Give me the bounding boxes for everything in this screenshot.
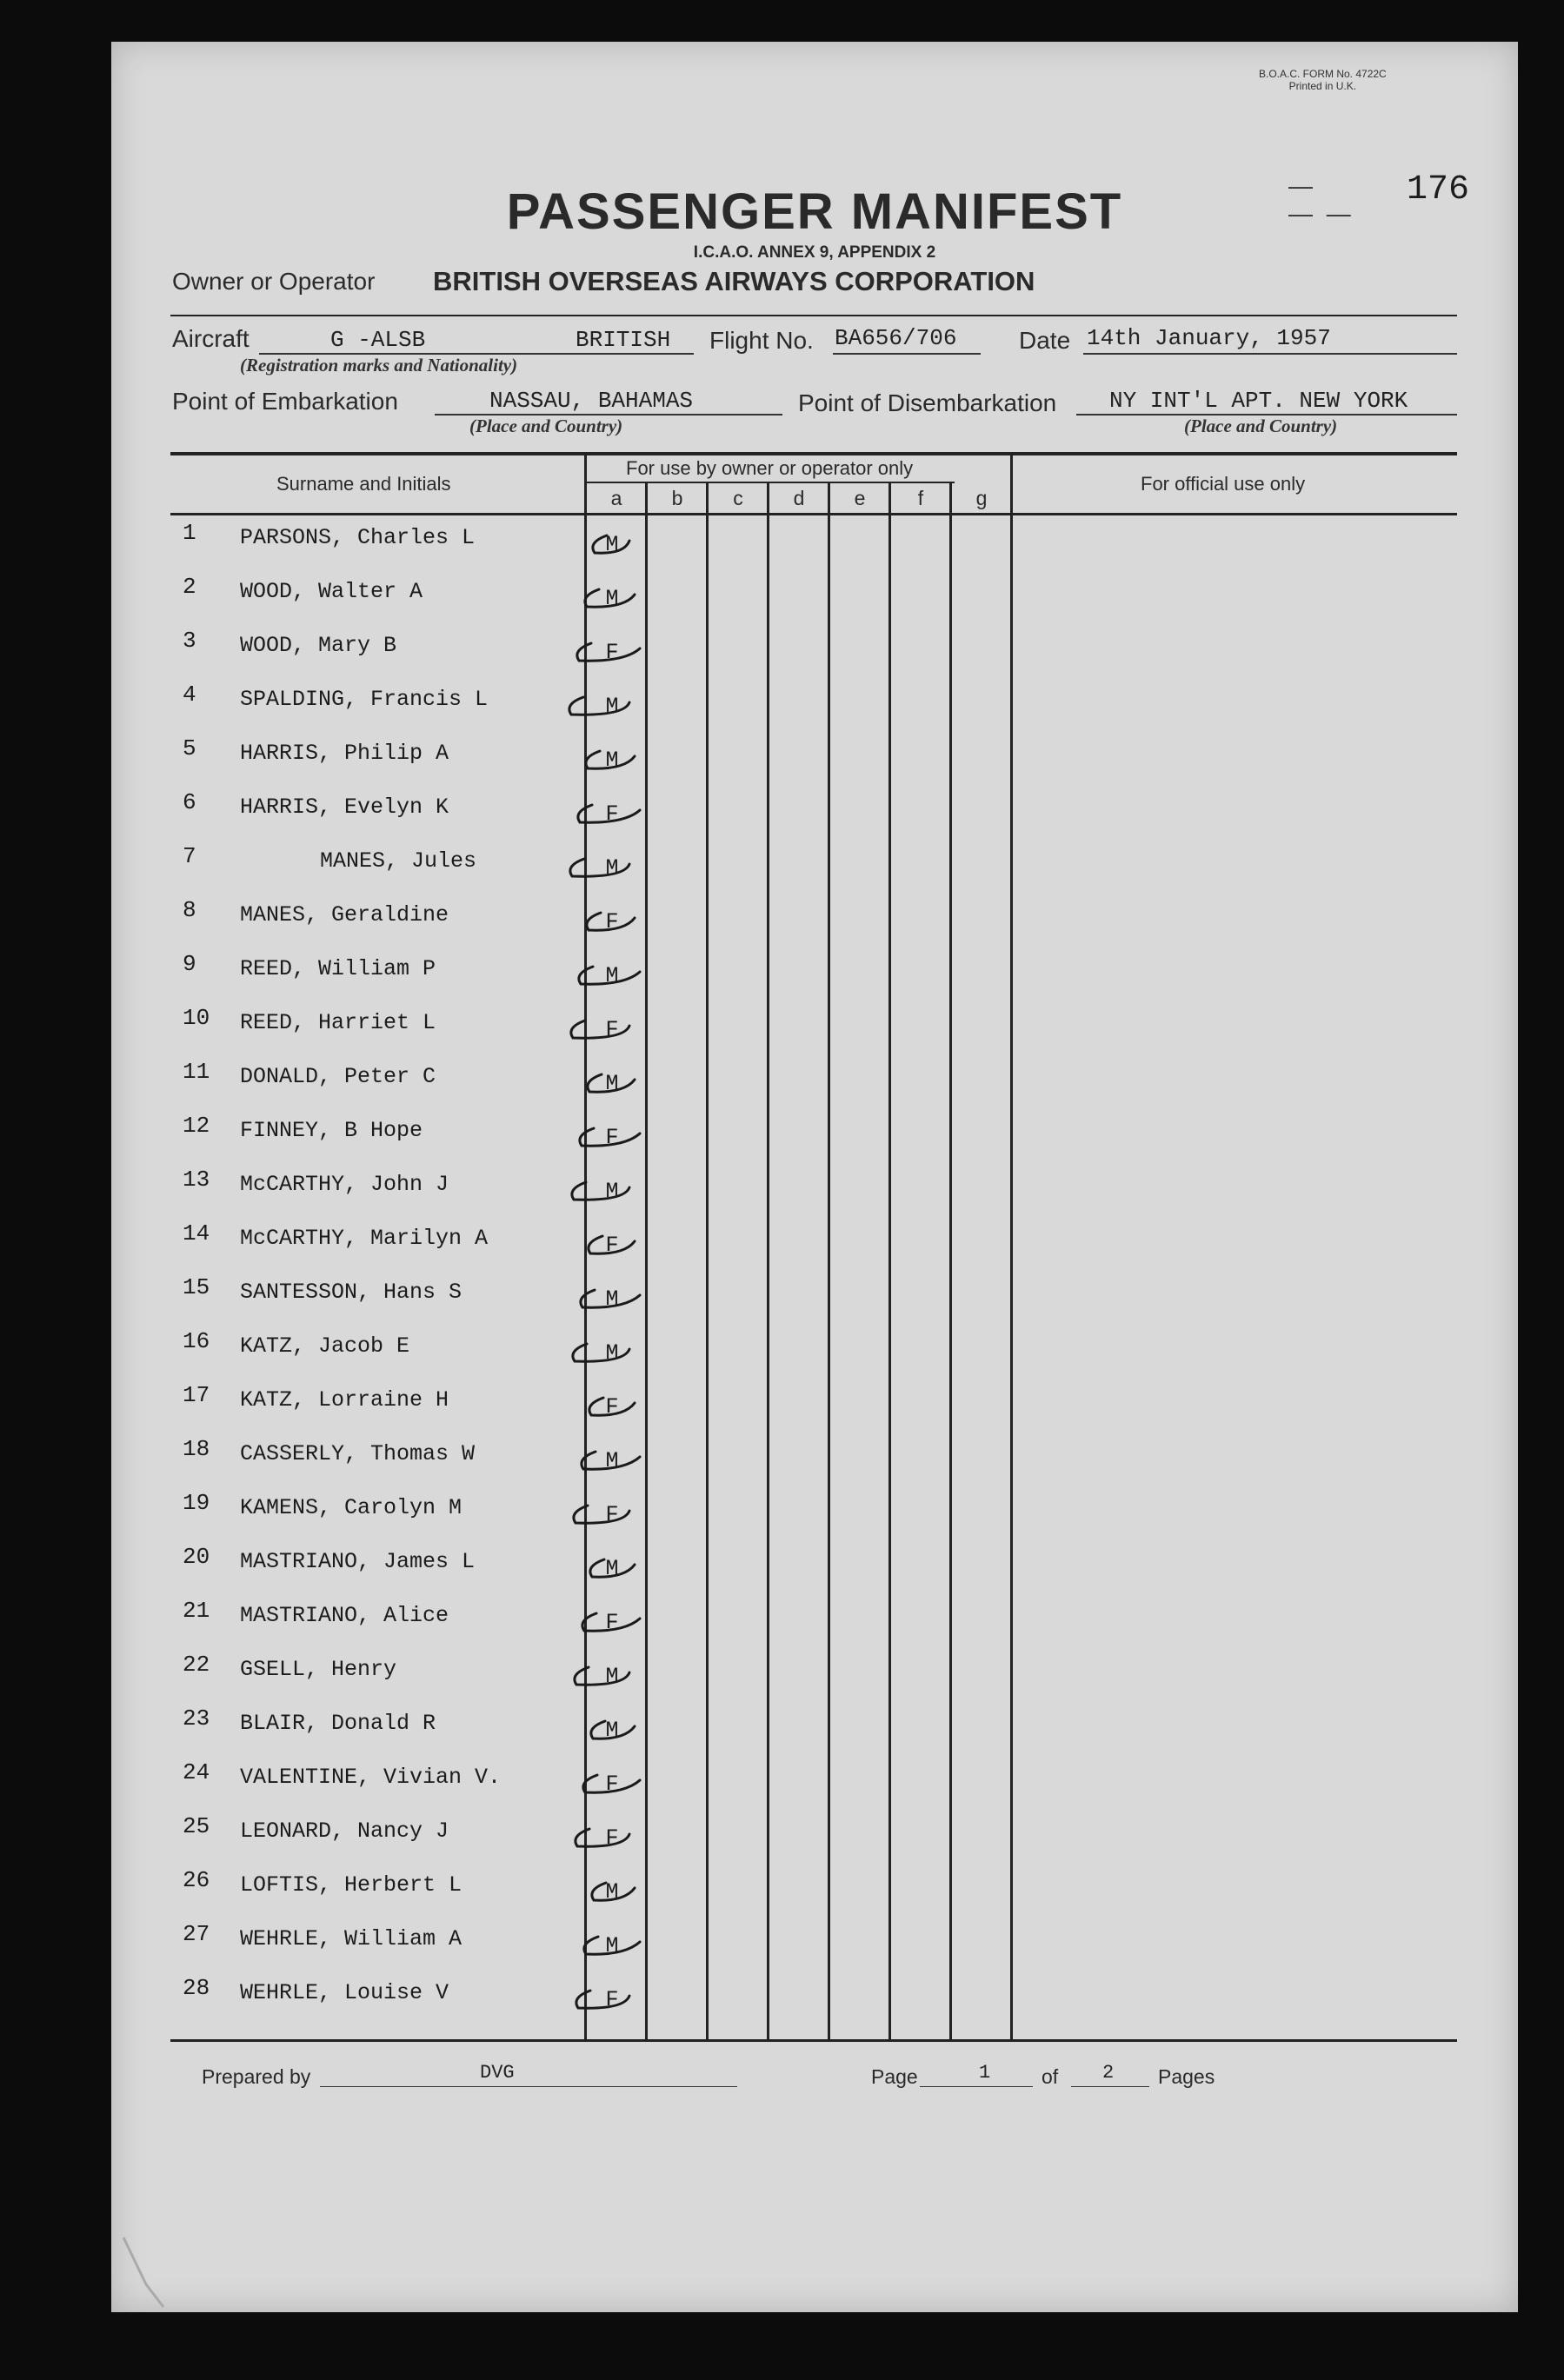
passenger-name: CASSERLY, Thomas W <box>240 1441 476 1466</box>
passenger-sex: M <box>605 1286 619 1312</box>
table-top-rule <box>170 452 1457 455</box>
table-header-rule <box>170 513 1457 515</box>
col-c-header: c <box>733 487 743 509</box>
embark-note: (Place and Country) <box>469 416 623 436</box>
page-underline <box>920 2086 1033 2087</box>
passenger-number: 2 <box>183 574 196 600</box>
passenger-number: 28 <box>183 1975 210 2001</box>
passenger-row <box>111 1274 1518 1328</box>
passenger-name: GSELL, Henry <box>240 1657 397 1682</box>
passenger-row <box>111 520 1518 574</box>
passenger-sex: M <box>605 855 619 881</box>
disembark-value: NY INT'L APT. NEW YORK <box>1109 388 1408 414</box>
printed-in-text: Printed in U.K. <box>1288 80 1357 92</box>
passenger-sex: F <box>605 1772 619 1797</box>
page-label: Page <box>871 2065 918 2088</box>
passenger-name: HARRIS, Philip A <box>240 741 449 766</box>
passenger-row <box>111 1921 1518 1975</box>
passenger-row <box>111 1598 1518 1652</box>
passenger-row <box>111 951 1518 1005</box>
folded-corner-mark <box>120 2232 172 2310</box>
passenger-name: WEHRLE, William A <box>240 1926 463 1951</box>
passenger-number: 7 <box>183 843 196 869</box>
flight-no-value: BA656/706 <box>835 325 957 351</box>
passenger-row <box>111 628 1518 681</box>
passenger-sex: M <box>605 1448 619 1473</box>
passenger-number: 23 <box>183 1705 210 1732</box>
passenger-row <box>111 1436 1518 1490</box>
page-title: PASSENGER MANIFEST <box>506 183 1123 240</box>
passenger-sex: M <box>605 1340 619 1366</box>
passenger-name: REED, William P <box>240 956 436 981</box>
col-e-header: e <box>854 487 866 509</box>
passenger-name: KATZ, Jacob E <box>240 1333 410 1359</box>
passenger-sex: M <box>605 1879 619 1905</box>
passenger-name: MASTRIANO, Alice <box>240 1603 449 1628</box>
passenger-number: 6 <box>183 789 196 815</box>
operator-label: Owner or Operator <box>172 268 376 295</box>
passenger-row <box>111 1975 1518 2029</box>
passenger-name: DONALD, Peter C <box>240 1064 436 1089</box>
passenger-name: LEONARD, Nancy J <box>240 1818 449 1844</box>
passenger-number: 19 <box>183 1490 210 1516</box>
disembark-label: Point of Disembarkation <box>798 389 1057 416</box>
embark-label: Point of Embarkation <box>172 388 398 415</box>
passenger-row <box>111 1220 1518 1274</box>
passenger-number: 18 <box>183 1436 210 1462</box>
passenger-row <box>111 1705 1518 1759</box>
prepared-value: DVG <box>480 2062 515 2084</box>
passenger-number: 20 <box>183 1544 210 1570</box>
aircraft-note: (Registration marks and Nationality) <box>240 355 518 376</box>
passenger-row <box>111 1544 1518 1598</box>
surname-header: Surname and Initials <box>276 473 451 495</box>
passenger-row <box>111 735 1518 789</box>
passenger-sex: M <box>605 1718 619 1743</box>
flight-no-label: Flight No. <box>709 327 814 354</box>
passenger-name: REED, Harriet L <box>240 1010 436 1035</box>
passenger-name: FINNEY, B Hope <box>240 1118 423 1143</box>
passenger-sex: F <box>605 640 619 665</box>
passenger-sex: M <box>605 748 619 773</box>
official-header: For official use only <box>1141 473 1306 495</box>
passenger-name: BLAIR, Donald R <box>240 1711 436 1736</box>
passenger-row <box>111 1652 1518 1705</box>
prepared-underline <box>320 2086 737 2087</box>
disembark-note: (Place and Country) <box>1184 416 1338 436</box>
passenger-sex: M <box>605 694 619 719</box>
passenger-row <box>111 1113 1518 1167</box>
page-subtitle: I.C.A.O. ANNEX 9, APPENDIX 2 <box>693 243 936 262</box>
passenger-number: 21 <box>183 1598 210 1624</box>
passenger-row <box>111 1867 1518 1921</box>
passenger-name: McCARTHY, John J <box>240 1172 449 1197</box>
passenger-number: 26 <box>183 1867 210 1893</box>
passenger-sex: F <box>605 909 619 934</box>
passenger-name: KAMENS, Carolyn M <box>240 1495 463 1520</box>
operator-value: BRITISH OVERSEAS AIRWAYS CORPORATION <box>433 266 1035 296</box>
passenger-sex: M <box>605 963 619 988</box>
passenger-number: 8 <box>183 897 196 923</box>
total-pages-underline <box>1071 2086 1149 2087</box>
date-value: 14th January, 1957 <box>1087 325 1331 351</box>
passenger-row <box>111 1382 1518 1436</box>
passenger-number: 25 <box>183 1813 210 1839</box>
passenger-number: 10 <box>183 1005 210 1031</box>
passenger-number: 17 <box>183 1382 210 1408</box>
passenger-number: 22 <box>183 1652 210 1678</box>
owner-header-rule <box>584 482 955 483</box>
passenger-sex: M <box>605 532 619 557</box>
col-a-header: a <box>610 487 622 509</box>
pages-label: Pages <box>1158 2065 1215 2088</box>
passenger-name: SANTESSON, Hans S <box>240 1280 463 1305</box>
passenger-row <box>111 1759 1518 1813</box>
passenger-name: WOOD, Mary B <box>240 633 397 658</box>
passenger-sex: M <box>605 1179 619 1204</box>
embark-value: NASSAU, BAHAMAS <box>489 388 694 414</box>
passenger-row <box>111 1490 1518 1544</box>
passenger-sex: F <box>605 1502 619 1527</box>
passenger-name: McCARTHY, Marilyn A <box>240 1226 489 1251</box>
date-underline <box>1083 353 1457 355</box>
table-bottom-rule <box>170 2039 1457 2042</box>
nationality-value: BRITISH <box>576 327 671 353</box>
passenger-name: SPALDING, Francis L <box>240 687 489 712</box>
passenger-row <box>111 681 1518 735</box>
manifest-sheet <box>111 42 1518 2312</box>
col-b-header: b <box>671 487 683 509</box>
passenger-number: 4 <box>183 681 196 708</box>
page-value: 1 <box>979 2062 991 2084</box>
col-g-header: g <box>975 487 988 509</box>
passenger-name: KATZ, Lorraine H <box>240 1387 449 1413</box>
passenger-number: 3 <box>183 628 196 654</box>
page-stamp: 176 <box>1407 170 1470 209</box>
col-f-header: f <box>917 487 924 509</box>
passenger-sex: F <box>605 1125 619 1150</box>
passenger-name: VALENTINE, Vivian V. <box>240 1765 502 1790</box>
passenger-number: 9 <box>183 951 196 977</box>
passenger-sex: F <box>605 801 619 827</box>
aircraft-label: Aircraft <box>172 325 250 352</box>
passenger-number: 12 <box>183 1113 210 1139</box>
passenger-row <box>111 843 1518 897</box>
passenger-number: 1 <box>183 520 196 546</box>
passenger-name: HARRIS, Evelyn K <box>240 794 449 820</box>
passenger-number: 16 <box>183 1328 210 1354</box>
passenger-sex: F <box>605 1610 619 1635</box>
passenger-row <box>111 1167 1518 1220</box>
passenger-name: PARSONS, Charles L <box>240 525 476 550</box>
stamp-dashes: — — — <box>1288 172 1354 227</box>
date-label: Date <box>1019 327 1071 354</box>
passenger-sex: M <box>605 1664 619 1689</box>
passenger-sex: M <box>605 1556 619 1581</box>
passenger-name: MASTRIANO, James L <box>240 1549 476 1574</box>
passenger-name: WOOD, Walter A <box>240 579 423 604</box>
passenger-number: 24 <box>183 1759 210 1785</box>
passenger-sex: M <box>605 1071 619 1096</box>
owner-header: For use by owner or operator only <box>626 457 914 479</box>
passenger-number: 27 <box>183 1921 210 1947</box>
passenger-row <box>111 1059 1518 1113</box>
passenger-number: 5 <box>183 735 196 761</box>
passenger-row <box>111 1005 1518 1059</box>
passenger-row <box>111 574 1518 628</box>
flight-no-underline <box>833 353 981 355</box>
aircraft-value: G -ALSB <box>330 327 426 353</box>
passenger-sex: M <box>605 1933 619 1958</box>
passenger-sex: F <box>605 1394 619 1419</box>
passenger-row <box>111 897 1518 951</box>
passenger-name: MANES, Jules <box>320 848 477 874</box>
passenger-number: 11 <box>183 1059 210 1085</box>
passenger-name: MANES, Geraldine <box>240 902 449 927</box>
passenger-row <box>111 1813 1518 1867</box>
col-d-header: d <box>793 487 805 509</box>
form-number <box>1259 68 1387 92</box>
passenger-sex: F <box>605 1233 619 1258</box>
passenger-row <box>111 789 1518 843</box>
prepared-label: Prepared by <box>202 2065 311 2088</box>
passenger-number: 13 <box>183 1167 210 1193</box>
passenger-row <box>111 1328 1518 1382</box>
passenger-sex: F <box>605 1017 619 1042</box>
passenger-number: 14 <box>183 1220 210 1247</box>
passenger-name: WEHRLE, Louise V <box>240 1980 449 2005</box>
form-number-text: B.O.A.C. FORM No. 4722C <box>1259 68 1387 80</box>
passenger-name: LOFTIS, Herbert L <box>240 1872 463 1898</box>
total-pages-value: 2 <box>1102 2062 1115 2084</box>
passenger-sex: F <box>605 1825 619 1851</box>
divider-top <box>170 315 1457 316</box>
of-label: of <box>1042 2065 1059 2088</box>
passenger-sex: M <box>605 586 619 611</box>
passenger-number: 15 <box>183 1274 210 1300</box>
passenger-sex: F <box>605 1987 619 2012</box>
